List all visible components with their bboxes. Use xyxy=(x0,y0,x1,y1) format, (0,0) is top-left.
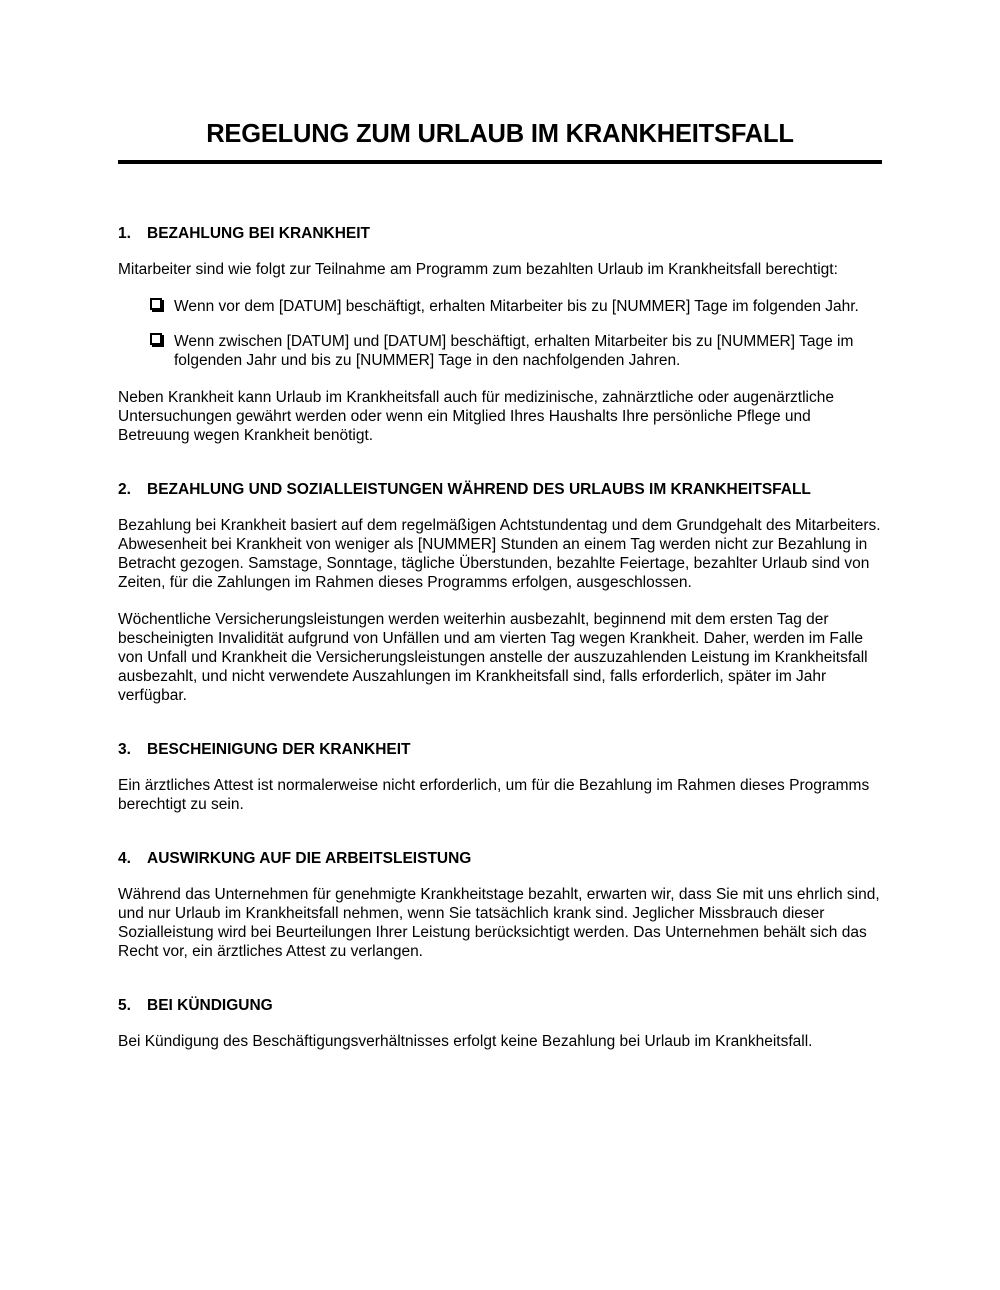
list-item xyxy=(118,297,882,316)
section-heading xyxy=(118,224,882,244)
section-title: AUSWIRKUNG AUF DIE ARBEITSLEISTUNG xyxy=(147,850,472,867)
checkbox-icon xyxy=(150,333,162,345)
section-title: BEI KÜNDIGUNG xyxy=(147,997,273,1014)
section-heading xyxy=(118,849,882,869)
document-body xyxy=(118,224,882,1069)
section-paragraph: Wöchentliche Versicherungsleistungen werden weiterhin ausbezahlt, beginnend mit dem ersten Tag der bescheinigten Invalidität aufgrund von Unfällen und am vierten Tag wegen Krankheit. Daher, werden im Falle von Unfall und Krankheit die Versicherungsleistungen anstelle der auszuzahlenden Leistung im Krankheitsfall ausbezahlt, und nicht verwendete Auszahlungen im Krankheitsfall sind, falls erforderlich, später im Jahr verfügbar. xyxy=(118,611,868,704)
section-paragraph: Bei Kündigung des Beschäftigungsverhältnisses erfolgt keine Bezahlung bei Urlaub im Krankheitsfall. xyxy=(118,1033,813,1050)
checkbox-icon xyxy=(150,298,162,310)
eligibility-list xyxy=(118,297,882,370)
section-number: 2. xyxy=(118,481,131,498)
section-paragraph: Bezahlung bei Krankheit basiert auf dem regelmäßigen Achtstundentag und dem Grundgehalt des Mitarbeiters. Abwesenheit bei Krankheit von weniger als [NUMMER] Stunden an einem Tag werden nicht zur Bezahlung in Betracht gezogen. Samstage, Sonntage, tägliche Überstunden, bezahlte Feiertage, bezahlter Urlaub sind von Zeiten, für die Zahlungen im Rahmen dieses Programms erfolgen, ausgeschlossen. xyxy=(118,517,881,591)
section-3 xyxy=(118,740,882,814)
section-heading xyxy=(118,480,882,500)
section-heading xyxy=(118,996,882,1016)
page-title: REGELUNG ZUM URLAUB IM KRANKHEITSFALL xyxy=(206,120,794,148)
section-1 xyxy=(118,224,882,445)
section-number: 5. xyxy=(118,997,131,1014)
section-number: 3. xyxy=(118,741,131,758)
section-intro: Mitarbeiter sind wie folgt zur Teilnahme am Programm zum bezahlten Urlaub im Krankheitsfall berechtigt: xyxy=(118,261,838,278)
section-title: BESCHEINIGUNG DER KRANKHEIT xyxy=(147,741,411,758)
list-item xyxy=(118,332,882,370)
section-2 xyxy=(118,480,882,705)
section-title: BEZAHLUNG BEI KRANKHEIT xyxy=(147,225,371,242)
list-item-text: Wenn vor dem [DATUM] beschäftigt, erhalten Mitarbeiter bis zu [NUMMER] Tage im folgenden Jahr. xyxy=(174,298,859,315)
list-item-text: Wenn zwischen [DATUM] und [DATUM] beschäftigt, erhalten Mitarbeiter bis zu [NUMMER] Tage im folgenden Jahr und bis zu [NUMMER] Tage in den nachfolgenden Jahren. xyxy=(174,333,854,369)
section-title: BEZAHLUNG UND SOZIALLEISTUNGEN WÄHREND DES URLAUBS IM KRANKHEITSFALL xyxy=(147,481,811,498)
section-paragraph: Neben Krankheit kann Urlaub im Krankheitsfall auch für medizinische, zahnärztliche oder augenärztliche Untersuchungen gewährt werden oder wenn ein Mitglied Ihres Haushalts Ihre persönliche Pflege und Betreuung wegen Krankheit benötigt. xyxy=(118,389,834,444)
section-heading xyxy=(118,740,882,760)
section-paragraph: Während das Unternehmen für genehmigte Krankheitstage bezahlt, erwarten wir, dass Sie mit uns ehrlich sind, und nur Urlaub im Krankheitsfall nehmen, wenn Sie tatsächlich krank sind. Jeglicher Missbrauch dieser Sozialleistung wird bei Beurteilungen Ihrer Leistung berücksichtigt werden. Das Unternehmen behält sich das Recht vor, ein ärztliches Attest zu verlangen. xyxy=(118,886,880,960)
section-number: 1. xyxy=(118,225,131,242)
section-paragraph: Ein ärztliches Attest ist normalerweise nicht erforderlich, um für die Bezahlung im Rahmen dieses Programms berechtigt zu sein. xyxy=(118,777,870,813)
title-divider xyxy=(118,160,882,164)
section-4 xyxy=(118,849,882,961)
section-5 xyxy=(118,996,882,1051)
section-number: 4. xyxy=(118,850,131,867)
